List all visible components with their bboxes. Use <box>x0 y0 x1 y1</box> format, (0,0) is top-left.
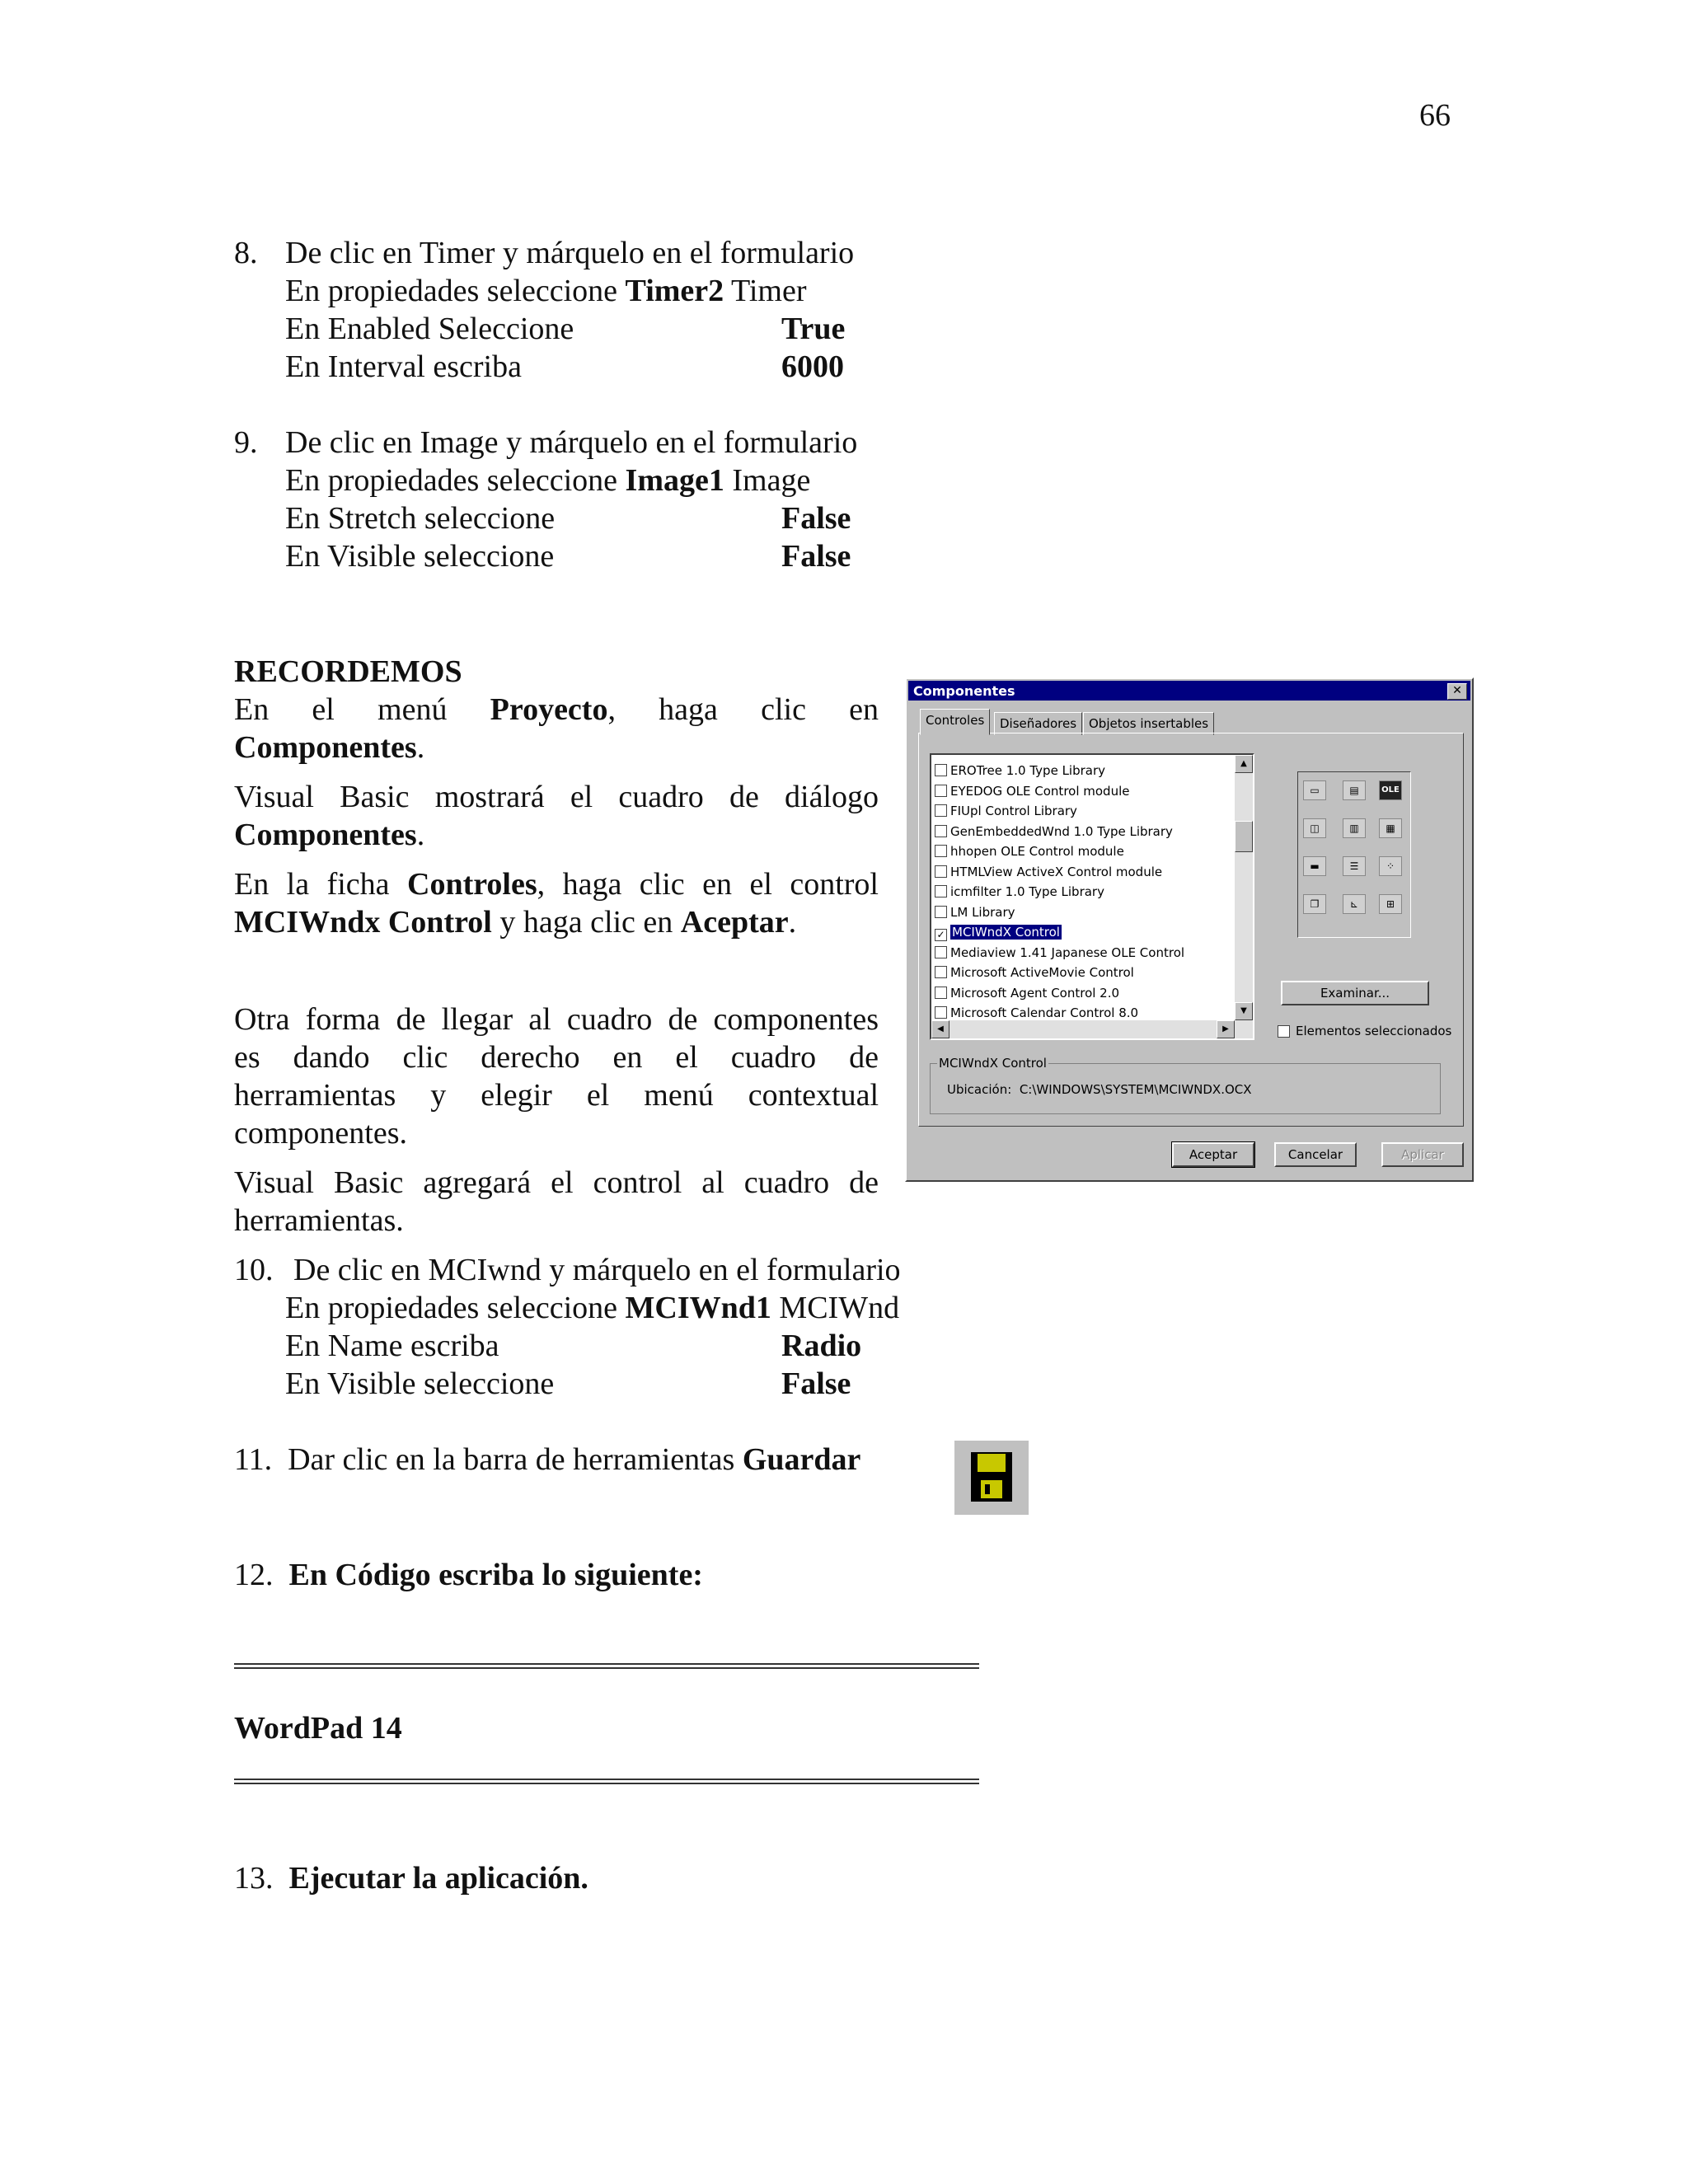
step-number: 9. <box>234 425 258 460</box>
browse-button[interactable]: Examinar... <box>1281 981 1429 1005</box>
property-label: En Visible seleccione <box>285 539 555 574</box>
list-item[interactable] <box>935 1004 1138 1022</box>
step-property-line: En propiedades seleccione Image1 Image <box>285 463 811 498</box>
scroll-up-icon[interactable]: ▲ <box>1235 755 1253 773</box>
group-label: MCIWndX Control <box>939 1056 1047 1071</box>
list-item-label: FIUpl Control Library <box>950 804 1077 818</box>
step-text: De clic en Image y márquelo en el formulario <box>285 425 858 460</box>
code-box-title: WordPad 14 <box>234 1711 402 1746</box>
list-item-label: LM Library <box>950 904 1015 920</box>
property-value: False <box>781 1366 851 1401</box>
toolbox-icon: ▬ <box>1303 856 1326 876</box>
recordemos-paragraph-4-line-4: componentes. <box>234 1116 408 1151</box>
checkbox-icon[interactable] <box>935 845 947 857</box>
scroll-right-icon[interactable]: ▶ <box>1217 1020 1235 1038</box>
dialog-title: Componentes <box>913 683 1015 699</box>
double-rule-top <box>234 1663 979 1669</box>
vertical-scrollbar[interactable] <box>1235 755 1253 1020</box>
recordemos-paragraph-4-line-3: herramientas y elegir el menú contextual <box>234 1078 879 1113</box>
property-value: False <box>781 539 851 574</box>
control-info-group <box>930 1056 1441 1114</box>
list-item-label: GenEmbeddedWnd 1.0 Type Library <box>950 823 1173 839</box>
list-item[interactable] <box>935 863 1162 881</box>
list-item-label: Mediaview 1.41 Japanese OLE Control <box>950 944 1185 960</box>
recordemos-paragraph-2: Visual Basic mostrará el cuadro de diálogo <box>234 780 879 814</box>
components-list[interactable] <box>930 753 1254 1040</box>
property-value: Radio <box>781 1329 862 1363</box>
selected-items-label: Elementos seleccionados <box>1296 1024 1452 1038</box>
property-label: En Name escriba <box>285 1329 499 1363</box>
toolbox-icon: ⁘ <box>1379 856 1402 876</box>
recordemos-paragraph-5-line-1: Visual Basic agregará el control al cuadro de <box>234 1165 879 1200</box>
tab-objetos-insertables[interactable]: Objetos insertables <box>1083 712 1214 735</box>
checkbox-icon[interactable] <box>935 764 947 776</box>
step-number: 10. <box>234 1253 274 1287</box>
list-item[interactable] <box>935 923 1062 941</box>
list-item-label: MCIWndX Control <box>952 925 1060 940</box>
treeview-icon: ☰ <box>1343 856 1366 876</box>
list-item-label: Microsoft Agent Control 2.0 <box>950 985 1120 1001</box>
location-line: Ubicación: C:\WINDOWS\SYSTEM\MCIWNDX.OCX <box>947 1082 1252 1097</box>
page-number: 66 <box>1419 98 1451 133</box>
selected-items-checkbox[interactable] <box>1278 1025 1290 1038</box>
checkbox-icon[interactable] <box>935 885 947 898</box>
list-item[interactable] <box>935 883 1104 901</box>
step-13: 13. Ejecutar la aplicación. <box>234 1861 588 1896</box>
list-item-label: Microsoft ActiveMovie Control <box>950 965 1134 980</box>
checkbox-icon[interactable] <box>935 865 947 878</box>
list-item[interactable] <box>935 903 1015 921</box>
list-item-label: EROTree 1.0 Type Library <box>950 763 1106 778</box>
list-item-label: EYEDOG OLE Control module <box>950 783 1130 799</box>
ok-button[interactable]: Aceptar <box>1172 1142 1254 1167</box>
property-label: En Stretch seleccione <box>285 501 556 536</box>
recordemos-paragraph-3-end: MCIWndx Control y haga clic en Aceptar. <box>234 905 797 940</box>
list-item[interactable] <box>935 984 1119 1002</box>
checkbox-icon[interactable] <box>935 825 947 837</box>
list-item[interactable] <box>935 802 1077 820</box>
toolbox-icon: ▤ <box>1343 780 1366 800</box>
property-label: En Enabled Seleccione <box>285 312 574 346</box>
checkbox-icon[interactable] <box>935 785 947 797</box>
checkbox-icon[interactable] <box>935 987 947 999</box>
list-item-label: icmfilter 1.0 Type Library <box>950 884 1104 899</box>
list-item-label: hhopen OLE Control module <box>950 844 1124 859</box>
list-item[interactable] <box>935 823 1173 841</box>
toolbox-icon: ▭ <box>1303 780 1326 800</box>
property-value: True <box>781 312 846 346</box>
recordemos-paragraph-5-line-2: herramientas. <box>234 1203 404 1238</box>
close-icon[interactable]: ✕ <box>1447 683 1467 700</box>
components-dialog <box>905 677 1474 1182</box>
tab-controles[interactable]: Controles <box>920 709 990 735</box>
dialog-title-bar <box>908 681 1470 701</box>
property-value: False <box>781 501 851 536</box>
control-preview-pane <box>1297 771 1411 938</box>
property-value: 6000 <box>781 349 844 384</box>
property-label: En Visible seleccione <box>285 1366 555 1401</box>
step-text: De clic en Timer y márquelo en el formulario <box>285 236 855 270</box>
toolbox-icon: ⊾ <box>1343 894 1366 914</box>
list-item-label: Microsoft Calendar Control 8.0 <box>950 1005 1139 1020</box>
scroll-down-icon[interactable]: ▼ <box>1235 1002 1253 1020</box>
checkbox-icon[interactable] <box>935 1006 947 1019</box>
scroll-thumb[interactable] <box>1235 821 1253 852</box>
step-number: 8. <box>234 236 258 270</box>
list-item[interactable] <box>935 963 1134 982</box>
step-12: 12. En Código escriba lo siguiente: <box>234 1558 703 1592</box>
cancel-button[interactable]: Cancelar <box>1274 1142 1357 1167</box>
recordemos-paragraph-2-end: Componentes. <box>234 818 425 852</box>
checkbox-icon[interactable] <box>935 906 947 918</box>
property-label: En Interval escriba <box>285 349 522 384</box>
step-property-line: En propiedades seleccione Timer2 Timer <box>285 274 807 308</box>
recordemos-paragraph-3: En la ficha Controles, haga clic en el control <box>234 867 879 902</box>
list-item[interactable] <box>935 842 1124 860</box>
horizontal-scrollbar[interactable] <box>931 1020 1253 1038</box>
checkbox-icon[interactable] <box>935 946 947 958</box>
apply-button[interactable]: Aplicar <box>1381 1142 1464 1167</box>
tab-disenadores[interactable]: Diseñadores <box>994 712 1082 735</box>
toolbox-icon: ◫ <box>1303 818 1326 838</box>
toolbox-icon: ❐ <box>1303 894 1326 914</box>
recordemos-paragraph-4-line-2: es dando clic derecho en el cuadro de <box>234 1040 879 1075</box>
list-item-label: HTMLView ActiveX Control module <box>950 864 1163 879</box>
list-item[interactable] <box>935 782 1129 800</box>
floppy-disk-icon <box>954 1441 1029 1515</box>
recordemos-paragraph-1-end: Componentes. <box>234 730 425 765</box>
list-item[interactable] <box>935 762 1105 780</box>
checkbox-icon[interactable] <box>935 966 947 978</box>
scroll-left-icon[interactable]: ◀ <box>931 1020 950 1038</box>
double-rule-bottom <box>234 1779 979 1784</box>
toolbox-icon: ▥ <box>1343 818 1366 838</box>
step-11: 11. Dar clic en la barra de herramientas Guardar <box>234 1442 861 1477</box>
list-item[interactable] <box>935 944 1184 962</box>
checkbox-icon[interactable] <box>935 804 947 817</box>
recordemos-paragraph-4-line-1: Otra forma de llegar al cuadro de componentes <box>234 1002 879 1037</box>
ole-icon: OLE <box>1379 780 1402 800</box>
recordemos-paragraph-1: En el menú Proyecto, haga clic en <box>234 692 879 727</box>
recordemos-heading: RECORDEMOS <box>234 654 462 689</box>
step-property-line: En propiedades seleccione MCIWnd1 MCIWnd <box>285 1291 900 1325</box>
checked-checkbox-icon[interactable]: ✓ <box>935 929 947 941</box>
toolbox-icon: ▦ <box>1379 818 1402 838</box>
toolbox-icon: ⊞ <box>1379 894 1402 914</box>
step-text: De clic en MCIwnd y márquelo en el formulario <box>293 1253 901 1287</box>
